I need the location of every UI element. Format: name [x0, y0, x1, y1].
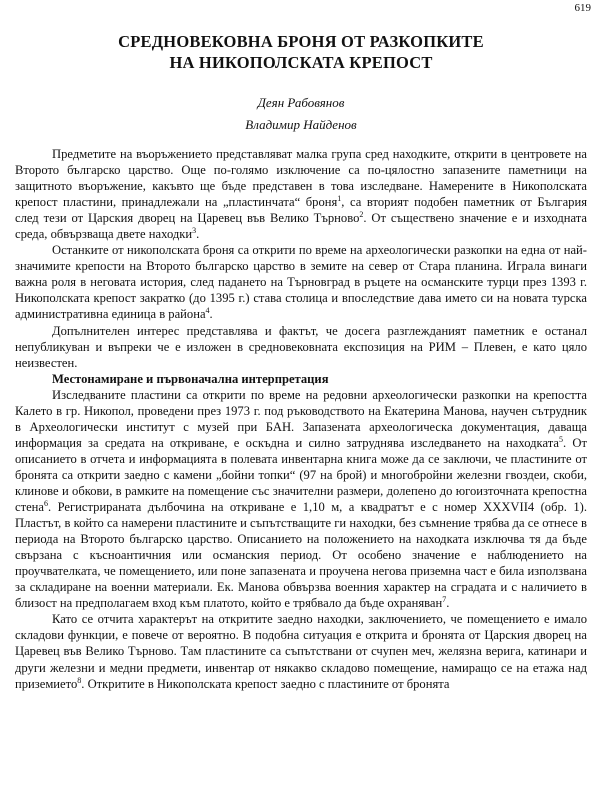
footnote-ref[interactable]: 1 — [337, 193, 342, 203]
authors — [15, 92, 587, 136]
author-name: Деян Рабовянов — [257, 95, 345, 110]
title-line: СРЕДНОВЕКОВНА БРОНЯ ОТ РАЗКОПКИТЕ — [118, 32, 484, 51]
footnote-ref[interactable]: 6 — [44, 498, 49, 508]
page-number: 619 — [574, 2, 591, 14]
paragraph: Допълнителен интерес представлява и фактът, че досега разглежданият паметник е останал непубликуван и въпреки че е изложен в средновековната експозиция на РИМ – Плевен, е като цяло неизвестен. — [15, 323, 587, 370]
footnote-ref[interactable]: 2 — [359, 210, 364, 219]
body-text — [15, 146, 587, 692]
paragraph: Останките от никополската броня са открити по време на археологически разкопки на една от най-значимите крепости на Второто българско царство в земите на север от Стара планина. Играла винаги важна роля в неговата история, след падането на Търновград в ръцете на османските турци през 1393 г. Никополската крепост закратко (до 1395 г.) става столица и впоследствие дава името си на новата турска административна единица в района$^4$. — [15, 243, 587, 322]
paragraph: Предметите на въоръжението представляват малка група сред находките, открити в центровете на Второто българско царство. Още по-голямо изключение са по-цялостно запазените паметници на защитното въоръжение, какъвто ще бъде представен в това изследване. Намерените в Никополската крепост пластини, принадлежали на „пластинчата“ броня$^1$, са вторият подобен паметник от България след тези от Царския дворец на Царевец във Велико Търново$^2$. От съществено значение е и изходната среда, обвързваща двете находки$^3$. — [15, 147, 587, 242]
footnote-ref[interactable]: 8 — [77, 675, 82, 685]
footnote-ref[interactable]: 5 — [558, 434, 563, 444]
author-name: Владимир Найденов — [245, 117, 357, 132]
section-heading: Местонамиране и първоначална интерпретация — [52, 371, 329, 386]
paragraph: Изследваните пластини са открити по време на редовни археологически разкопки на крепостта Калето в гр. Никопол, проведени през 1973 г. под ръководството на Екатерина Манова, научен сътрудник в Археологически институт с музей при БАН. Запазената археологическа документация, даваща информация за средата на откриване, е оскъдна и силно затруднява изследването на находката$^5$. От описанието в отчета и информацията в полевата инвентарна книга може да се заключи, че пластините от бронята са открити заедно с камени „бойни топки“ (97 на брой) и многобройни железни гвоздеи, скоби, клинове и обкови, в рамките на помещение със значителни размери, долепено до югоизточната крепостна стена$^6$. Регистрираната дълбочина на откриване е 1,10 м, а квадратът е с номер XXXVII4 (обр. 1). Пластът, в който са намерени пластините и съпътстващите ги находки, без съмнение трябва да се отнесе в периода на Второто българско царство. Описанието на положението на находката изключва тя да бъде свързана с късноантичния или османския период. От особено значение е наблюдението на проучвателката, че помещението, или поне запазената и проучена негова приземна част е била използвана за складиране на военни материали. Ек. Манова обвързва военния характер на сградата и с наличието в близост на предполагаем вход към платото, който е трябвало да бъде охраняван$^7$. — [15, 387, 587, 611]
article-title — [15, 0, 587, 73]
title-line: НА НИКОПОЛСКАТА КРЕПОСТ — [169, 53, 433, 72]
footnote-ref[interactable]: 3 — [192, 226, 197, 236]
paragraph: Като се отчита характерът на откритите заедно находки, заключението, че помещението е имало складови функции, е повече от вероятно. В подобна ситуация е открита и бронята от Царския дворец на Царевец във Велико Търново. Там пластините са съпътствани от счупен меч, желязна верига, катинари и други железни и медни предмети, инвентар от някакво складово помещение, намиращо се на етажа над приземието$^8$. Откритите в Никополската крепост заедно с пластините от бронята — [15, 612, 587, 691]
footnote-ref[interactable]: 4 — [205, 306, 210, 316]
footnote-ref[interactable]: 7 — [442, 595, 447, 605]
